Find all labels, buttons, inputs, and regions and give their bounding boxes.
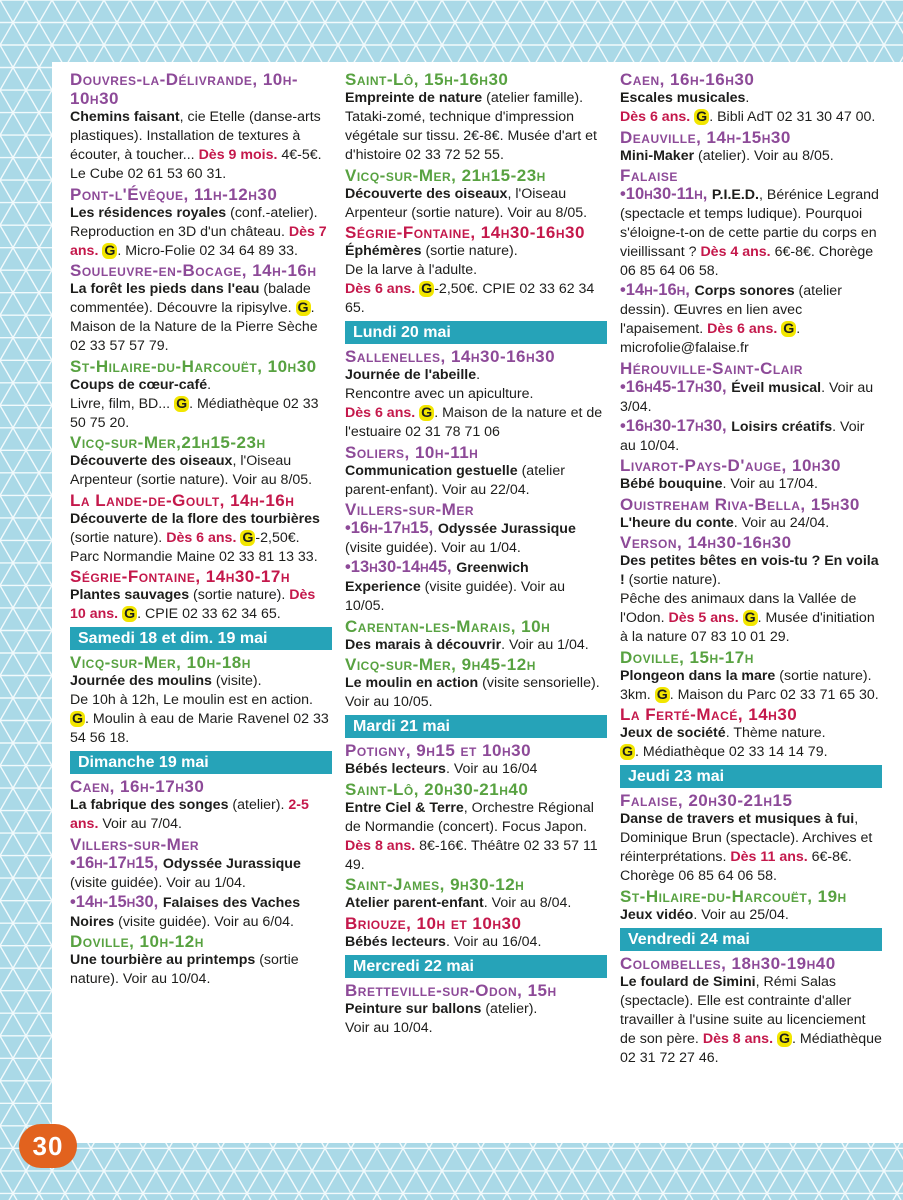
event-title: Peinture sur ballons [345, 1000, 482, 1017]
event-time: •14h-16h, [620, 281, 695, 299]
event-place: Falaise [620, 166, 678, 185]
event-desc [345, 933, 607, 952]
event-age: 2-5 ans. [70, 797, 309, 832]
event-saint-lo-empreinte [345, 70, 607, 165]
event-title: Escales musicales [620, 90, 746, 106]
event-title: Coups de cœur-café [70, 376, 208, 393]
event-desc [70, 452, 332, 490]
event-doville-mare [620, 648, 882, 705]
event-title: La fabrique des songes [70, 797, 229, 813]
event-place: Doville, 10h-12h [70, 932, 204, 951]
free-badge: G [421, 405, 433, 421]
event-title: Falaises des Vaches Noires [70, 894, 301, 930]
event-place: La Lande-de-Goult, 14h-16h [70, 490, 295, 510]
event-title: P.I.E.D. [711, 187, 759, 203]
event-title: Atelier parent-enfant [345, 895, 484, 911]
event-place: La Ferté-Macé, 14h30 [620, 705, 798, 724]
free-badge: G [421, 281, 433, 297]
event-age: Dès 8 ans. [345, 837, 416, 854]
day-header: Mardi 21 mai [345, 715, 607, 738]
event-saint-lo-concert [345, 780, 607, 875]
event-falaise-2 [620, 791, 882, 886]
event-text: (visite). [211, 673, 262, 689]
event-text: . CPIE 02 33 62 34 65. [137, 606, 281, 622]
event-text: Voir au 7/04. [98, 816, 182, 832]
event-falaise-1 [620, 166, 882, 358]
event-title: Jeux de société [620, 725, 726, 741]
event-text: , cie Etelle (danse-arts plastiques). Installation de textures à écouter, à toucher... [70, 109, 321, 163]
event-text: . Maison du Parc 02 33 71 65 30. [669, 686, 879, 703]
free-badge: G [778, 1030, 791, 1047]
event-text: (atelier). [228, 797, 289, 813]
event-time: •16h-17h15, [70, 853, 163, 872]
event-text: . Médiathèque 02 33 14 14 79. [635, 744, 828, 760]
event-desc [620, 185, 882, 281]
event-age: Dès 6 ans. [707, 321, 778, 337]
event-text: . Voir au 8/04. [483, 895, 572, 911]
event-title: Loisirs créatifs [731, 418, 833, 435]
event-desc [70, 893, 332, 932]
free-badge: G [297, 300, 309, 316]
event-place: Carentan-les-Marais, 10h [345, 616, 551, 636]
event-villers-1 [70, 835, 332, 932]
column-3 [620, 70, 882, 1068]
event-title: Des petites bêtes en vois-tu ? En voila ! [620, 553, 879, 588]
event-text: . Voir au 16/04. [445, 933, 542, 950]
event-desc [620, 906, 882, 925]
event-text: . Voir au 17/04. [722, 476, 818, 492]
event-desc [620, 810, 882, 886]
event-place: Souleuvre-en-Bocage, 14h-16h [70, 261, 317, 280]
event-la-lande [70, 491, 332, 567]
event-place: Vicq-sur-Mer, 10h-18h [70, 653, 251, 672]
event-text: 8€-16€. Théâtre 02 33 57 11 49. [345, 837, 598, 873]
event-desc [70, 951, 332, 989]
event-text: 3km. [620, 686, 655, 703]
event-text: -2,50€. Parc Normandie Maine 02 33 81 13 33. [70, 529, 318, 565]
page-number-badge: 30 [19, 1124, 77, 1168]
event-desc [70, 796, 332, 834]
event-text: . Maison de la Nature de la Pierre Sèche 02 33 57 57 79. [70, 300, 318, 354]
event-title: Empreinte de nature [345, 90, 483, 106]
event-text: , Rémi Salas (spectacle). Elle est contrainte d'aller travailler à l'usine suite au licenciement de son père. [620, 973, 866, 1047]
event-place: Briouze, 10h et 10h30 [345, 913, 522, 933]
event-text: (atelier famille). Tataki-zomé, technique d'impression végétale sur tissu. 2€-8€. Musée d'art et d'histoire 02 33 72 52 55. [345, 90, 597, 163]
event-text: De la larve à l'adulte. [345, 262, 478, 278]
event-soliers [345, 443, 607, 500]
event-pont-leveque [70, 185, 332, 261]
event-desc [620, 973, 882, 1068]
event-text: . [207, 376, 212, 393]
event-text: . Maison de la nature et de l'estuaire 02 31 78 71 06 [345, 405, 603, 440]
event-bretteville [345, 981, 607, 1038]
event-desc [70, 280, 332, 356]
event-place: St-Hilaire-du-Harcouët, 19h [620, 886, 847, 906]
event-deauville [620, 128, 882, 166]
event-text: , Bérénice Legrand (spectacle et temps ludique). Pourquoi s'éloigne-t-on de cette partie du corps en vieillissant ? [620, 187, 879, 260]
event-desc [70, 586, 332, 624]
event-text: (sortie nature). [189, 587, 290, 603]
event-text: , Orchestre Régional de Normandie (concert). Focus Japon. [345, 799, 594, 835]
event-age: Dès 5 ans. [668, 610, 739, 626]
event-email: microfolie@falaise.fr [620, 340, 749, 356]
event-carentan [345, 617, 607, 655]
event-text: (atelier dessin). Œuvres en lien avec l'apaisement. [620, 283, 842, 337]
event-text: (balade commentée). Découvre la ripisylve. [70, 281, 311, 316]
event-text: 6€-8€. Chorège 06 85 64 06 58. [620, 244, 874, 279]
event-text: Voir au 10/04. [345, 1019, 433, 1036]
event-desc [620, 378, 882, 417]
event-place: Villers-sur-Mer [70, 834, 199, 854]
event-place: Caen, 16h-17h30 [70, 777, 205, 796]
free-badge: G [72, 711, 84, 727]
event-text: (atelier). Voir au 8/05. [694, 147, 834, 164]
event-title: Le foulard de Simini [620, 973, 756, 990]
event-colombelles [620, 954, 882, 1068]
event-age: Dès 6 ans. [620, 109, 691, 125]
event-livarot [620, 456, 882, 494]
day-header: Vendredi 24 mai [620, 928, 882, 951]
event-caen-escales [620, 70, 882, 127]
event-place: Vicq-sur-Mer, 9h45-12h [345, 655, 536, 674]
event-text: -2,50€. CPIE 02 33 62 34 65. [345, 281, 595, 316]
event-title: Greenwich Experience [345, 560, 529, 595]
column-2 [345, 70, 607, 1038]
event-title: La forêt les pieds dans l'eau [70, 281, 260, 297]
event-desc [620, 667, 882, 705]
event-desc [620, 724, 882, 762]
event-text: (visite guidée). Voir au 6/04. [114, 913, 294, 930]
event-text: . Moulin à eau de Marie Ravenel 02 33 54 56 18. [70, 711, 329, 746]
event-title: Les résidences royales [70, 204, 227, 221]
event-desc [620, 89, 882, 127]
event-sallenelles [345, 347, 607, 442]
event-saint-james [345, 875, 607, 913]
event-desc [620, 475, 882, 494]
event-vicq-oiseaux [70, 433, 332, 490]
event-place: Ségrie-Fontaine, 14h30-16h30 [345, 223, 585, 242]
event-age: Dès 9 mois. [198, 147, 278, 163]
event-text: 4€-5€. Le Cube 02 61 53 60 31. [70, 147, 322, 182]
event-place: Vicq-sur-Mer, 21h15-23h [345, 165, 546, 185]
event-text: . Thème nature. [725, 725, 826, 741]
event-age: Dès 6 ans. [345, 405, 416, 421]
event-place: Saint-James, 9h30-12h [345, 875, 525, 894]
event-verson [620, 533, 882, 647]
event-time: •16h30-17h30, [620, 416, 732, 435]
event-place: Ouistreham Riva-Bella, 15h30 [620, 494, 860, 514]
event-st-hilaire-jeux [620, 887, 882, 925]
event-desc [70, 204, 332, 261]
event-souleuvre [70, 261, 332, 356]
event-briouze [345, 914, 607, 952]
event-title: Découverte des oiseaux [70, 453, 233, 469]
event-place: Potigny, 9h15 et 10h30 [345, 741, 532, 760]
event-title: Bébés lecteurs [345, 933, 446, 950]
event-text: . Micro-Folie 02 34 64 89 33. [117, 242, 298, 259]
event-text: (atelier). [481, 1000, 538, 1017]
free-badge: G [104, 242, 116, 259]
event-potigny [345, 741, 607, 779]
event-title: Mini-Maker [620, 147, 695, 164]
event-place: Hérouville-Saint-Clair [620, 358, 803, 378]
event-text: (sortie nature). Voir au 10/04. [70, 952, 299, 987]
event-age: Dès 7 ans. [70, 223, 327, 259]
event-age: Dès 11 ans. [730, 849, 808, 865]
event-text: Rencontre avec un apiculture. [345, 386, 534, 402]
event-text: . Musée d'initiation à la nature 07 83 10 01 29. [620, 610, 875, 645]
event-desc [345, 519, 607, 558]
free-badge: G [783, 321, 795, 337]
event-text: , l'Oiseau Arpenteur (sortie nature). Voir au 8/05. [70, 453, 313, 488]
event-text: (atelier parent-enfant). Voir au 22/04. [345, 462, 565, 498]
event-text: (sortie nature). [624, 572, 721, 588]
event-title: Corps sonores [694, 283, 795, 299]
event-desc [620, 552, 882, 647]
event-title: Danse de travers et musiques à fui [620, 811, 855, 827]
event-text: . [476, 367, 481, 383]
event-desc [70, 510, 332, 567]
event-desc [620, 417, 882, 456]
event-text: . Bibli AdT 02 31 30 47 00. [709, 109, 876, 125]
event-desc [620, 281, 882, 358]
event-vicq-moulins [70, 653, 332, 748]
event-title: Bébés lecteurs [345, 761, 446, 777]
event-desc [345, 242, 607, 318]
day-header: Dimanche 19 mai [70, 751, 332, 774]
event-text: . Voir au 1/04. [501, 636, 589, 653]
event-desc [70, 854, 332, 893]
event-text: . Voir au 3/04. [620, 379, 874, 415]
free-badge: G [744, 610, 756, 626]
event-text: (sortie nature). [421, 243, 518, 259]
free-badge: G [242, 529, 254, 546]
event-title: Plantes sauvages [70, 587, 190, 603]
event-vicq-moulin [345, 655, 607, 712]
day-header: Mercredi 22 mai [345, 955, 607, 978]
day-header: Jeudi 23 mai [620, 765, 882, 788]
event-place: Villers-sur-Mer [345, 500, 474, 519]
event-text: . Voir au 24/04. [733, 514, 830, 531]
event-desc [345, 894, 607, 913]
event-age: Dès 10 ans. [70, 587, 316, 622]
event-place: Verson, 14h30-16h30 [620, 533, 792, 552]
event-segrie-ephemeres [345, 223, 607, 318]
event-desc [345, 799, 607, 875]
event-place: Saint-Lô, 20h30-21h40 [345, 779, 529, 799]
event-title: Chemins faisant [70, 109, 180, 125]
event-text: (sortie nature). [775, 667, 872, 684]
free-badge: G [176, 395, 188, 412]
event-age: Dès 6 ans. [345, 281, 416, 297]
event-time: •16h45-17h30, [620, 377, 732, 396]
event-place: Livarot-Pays-D'auge, 10h30 [620, 456, 841, 475]
event-vicq-oiseaux [345, 166, 607, 223]
event-caen-songes [70, 777, 332, 834]
event-time: •10h30-11h, [620, 185, 712, 203]
event-villers-2 [345, 500, 607, 616]
event-text: (sortie nature). [70, 529, 167, 546]
event-title: Communication gestuelle [345, 462, 518, 479]
event-desc [345, 674, 607, 712]
event-time: •16h-17h15, [345, 519, 438, 537]
event-text: . [745, 90, 750, 106]
event-age: Dès 4 ans. [700, 244, 771, 260]
event-text: Livre, film, BD... [70, 395, 175, 412]
event-text: (visite sensorielle). Voir au 10/05. [345, 675, 600, 710]
event-desc [345, 760, 607, 779]
event-text: (visite guidée). Voir au 10/05. [345, 579, 566, 614]
event-text: . [796, 321, 801, 337]
event-text: . Médiathèque 02 33 50 75 20. [70, 395, 319, 431]
event-desc [620, 514, 882, 533]
free-badge: G [656, 686, 668, 703]
event-desc [345, 185, 607, 223]
event-title: Entre Ciel & Terre [345, 799, 464, 816]
event-desc [345, 1000, 607, 1038]
event-title: Découverte des oiseaux [345, 185, 508, 202]
event-title: Odyssée Jurassique [162, 855, 301, 872]
event-title: Jeux vidéo [620, 906, 694, 923]
event-title: Plongeon dans la mare [620, 667, 776, 684]
event-text: De 10h à 12h, Le moulin est en action. [70, 692, 313, 708]
event-place: Deauville, 14h-15h30 [620, 127, 791, 147]
event-text: , Dominique Brun (spectacle). Archives et réinterprétations. [620, 811, 873, 865]
event-text: . Médiathèque 02 31 72 27 46. [620, 1030, 882, 1066]
event-place: Bretteville-sur-Odon, 15h [345, 980, 557, 1000]
event-title: Découverte de la flore des tourbières [70, 510, 320, 527]
event-place: St-Hilaire-du-Harcouët, 10h30 [70, 356, 317, 376]
event-age: Dès 6 ans. [166, 529, 237, 546]
event-desc [345, 89, 607, 165]
event-desc [70, 672, 332, 748]
event-desc [345, 462, 607, 500]
event-place: Caen, 16h-16h30 [620, 70, 755, 89]
event-title: Éphémères [345, 243, 422, 259]
event-desc [70, 108, 332, 184]
event-text: , l'Oiseau Arpenteur (sortie nature). Voir au 8/05. [345, 185, 588, 221]
event-title: Une tourbière au printemps [70, 952, 256, 968]
event-time: •14h-15h30, [70, 892, 163, 911]
event-text: (visite guidée). Voir au 1/04. [345, 540, 521, 556]
event-title: Journée de l'abeille [345, 367, 477, 383]
event-desc [345, 366, 607, 442]
day-header: Lundi 20 mai [345, 321, 607, 344]
event-text: . Voir au 10/04. [620, 418, 865, 454]
event-title: Odyssée Jurassique [437, 521, 576, 537]
event-title: L'heure du conte [620, 514, 734, 531]
event-text: (visite guidée). Voir au 1/04. [70, 874, 246, 891]
event-segrie-plantes [70, 567, 332, 624]
free-badge: G [622, 744, 634, 760]
event-ferte-mace [620, 705, 882, 762]
event-place: Pont-l'Évêque, 11h-12h30 [70, 184, 278, 204]
column-1 [70, 70, 332, 990]
event-douvres [70, 70, 332, 184]
event-place: Vicq-sur-Mer,21h15-23h [70, 433, 266, 452]
event-text: . Voir au 25/04. [693, 906, 789, 923]
event-place: Doville, 15h-17h [620, 647, 754, 667]
event-desc [620, 147, 882, 166]
event-desc [70, 376, 332, 433]
event-desc [345, 558, 607, 616]
event-text: (conf.-atelier). Reproduction en 3D d'un château. [70, 204, 318, 240]
event-desc [345, 636, 607, 655]
event-text: . Voir au 16/04 [445, 761, 538, 777]
event-ouistreham [620, 495, 882, 533]
event-place: Douvres-la-Délivrande, 10h-10h30 [70, 70, 299, 108]
event-text: Pêche des animaux dans la Vallée de l'Odon. [620, 591, 857, 626]
day-header: Samedi 18 et dim. 19 mai [70, 627, 332, 650]
event-st-hilaire [70, 357, 332, 433]
event-time: •13h30-14h45, [345, 558, 457, 576]
event-title: Des marais à découvrir [345, 636, 502, 653]
event-age: Dès 8 ans. [702, 1030, 774, 1047]
event-text: 6€-8€. Chorège 06 85 64 06 58. [620, 849, 852, 884]
event-title: Journée des moulins [70, 673, 212, 689]
event-doville-tourbiere [70, 932, 332, 989]
free-badge: G [696, 109, 708, 125]
event-place: Soliers, 10h-11h [345, 442, 479, 462]
event-place: Colombelles, 18h30-19h40 [620, 953, 836, 973]
event-place: Sallenelles, 14h30-16h30 [345, 347, 556, 366]
event-herouville [620, 359, 882, 456]
event-place: Saint-Lô, 15h-16h30 [345, 70, 509, 89]
event-place: Falaise, 20h30-21h15 [620, 791, 793, 810]
event-title: Le moulin en action [345, 675, 479, 691]
free-badge: G [124, 606, 136, 622]
event-title: Bébé bouquine [620, 476, 723, 492]
event-title: Éveil musical [731, 379, 822, 396]
event-place: Ségrie-Fontaine, 14h30-17h [70, 567, 291, 586]
